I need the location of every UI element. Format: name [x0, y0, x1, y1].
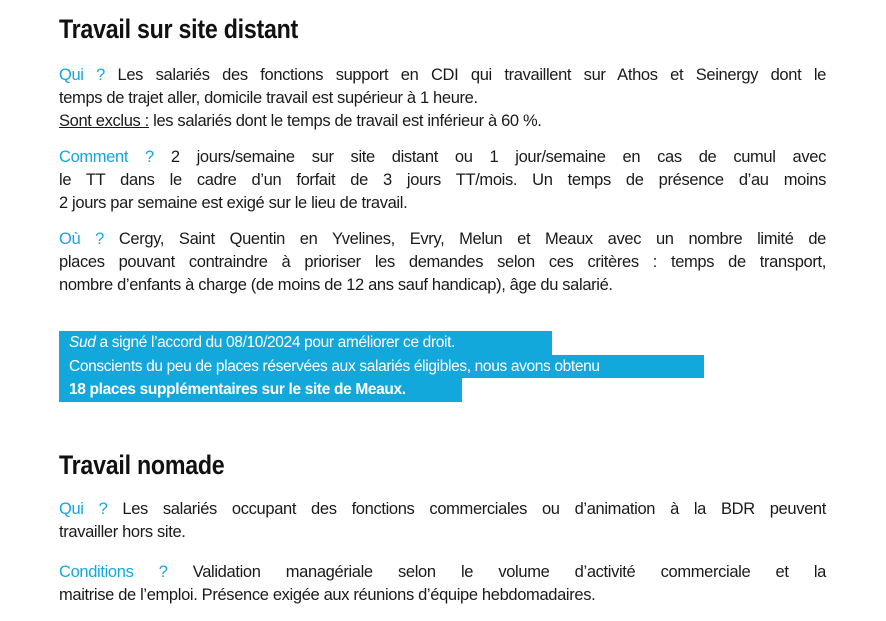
label-ou: Où ?	[59, 230, 104, 248]
text: Validation managériale selon le volume d’activité commerciale et la	[167, 563, 826, 581]
text-line: temps de trajet aller, domicile travail est supérieur à 1 heure.	[59, 89, 478, 107]
text: Les salariés occupant des fonctions commerciales ou d’animation à la BDR peuvent	[107, 500, 826, 518]
text-line	[59, 64, 826, 87]
text-line	[59, 561, 826, 584]
highlight-box	[59, 331, 704, 402]
text-line: maitrise de l’emploi. Présence exigée aux réunions d’équipe hebdomadaires.	[59, 586, 596, 604]
label-qui: Qui ?	[59, 500, 108, 518]
text-line	[59, 146, 826, 169]
section-title-nomade: Travail nomade	[59, 450, 225, 480]
paragraph-qui-nomade	[59, 498, 826, 544]
label-comment: Comment ?	[59, 148, 154, 166]
text: Cergy, Saint Quentin en Yvelines, Evry, Melun et Meaux avec un nombre limité de	[103, 230, 827, 248]
text: Les salariés des fonctions support en CDI qui travaillent sur Athos et Seinergy dont le	[104, 66, 826, 84]
paragraph-conditions	[59, 561, 826, 607]
text-line	[59, 228, 826, 251]
text-line: travailler hors site.	[59, 523, 186, 541]
text: a signé l’accord du 08/10/2024 pour améliorer ce droit.	[95, 334, 456, 351]
highlight-line	[59, 331, 552, 355]
text-line	[59, 110, 826, 133]
highlight-line: 18 places supplémentaires sur le site de Meaux.	[59, 378, 462, 402]
highlight-line: Conscients du peu de places réservées aux salariés éligibles, nous avons obtenu	[59, 355, 704, 379]
text-line: le TT dans le cadre d’un forfait de 3 jours TT/mois. Un temps de présence d’au moins	[59, 171, 826, 189]
text-line	[59, 498, 826, 521]
text-line: places pouvant contraindre à prioriser les demandes selon ces critères : temps de transport,	[59, 253, 826, 271]
text: 2 jours/semaine sur site distant ou 1 jour/semaine en cas de cumul avec	[153, 148, 826, 166]
text-line: nombre d’enfants à charge (de moins de 12 ans sauf handicap), âge du salarié.	[59, 276, 613, 294]
section-title-site-distant: Travail sur site distant	[59, 14, 299, 44]
sud-name: Sud	[69, 334, 96, 351]
label-qui: Qui ?	[59, 66, 105, 84]
text: les salariés dont le temps de travail est inférieur à 60 %.	[148, 112, 542, 130]
label-conditions: Conditions ?	[59, 563, 168, 581]
text-line: 2 jours par semaine est exigé sur le lieu de travail.	[59, 194, 408, 212]
label-exclus: Sont exclus :	[59, 112, 149, 130]
paragraph-ou	[59, 228, 826, 297]
paragraph-comment	[59, 146, 826, 215]
paragraph-qui	[59, 64, 826, 133]
